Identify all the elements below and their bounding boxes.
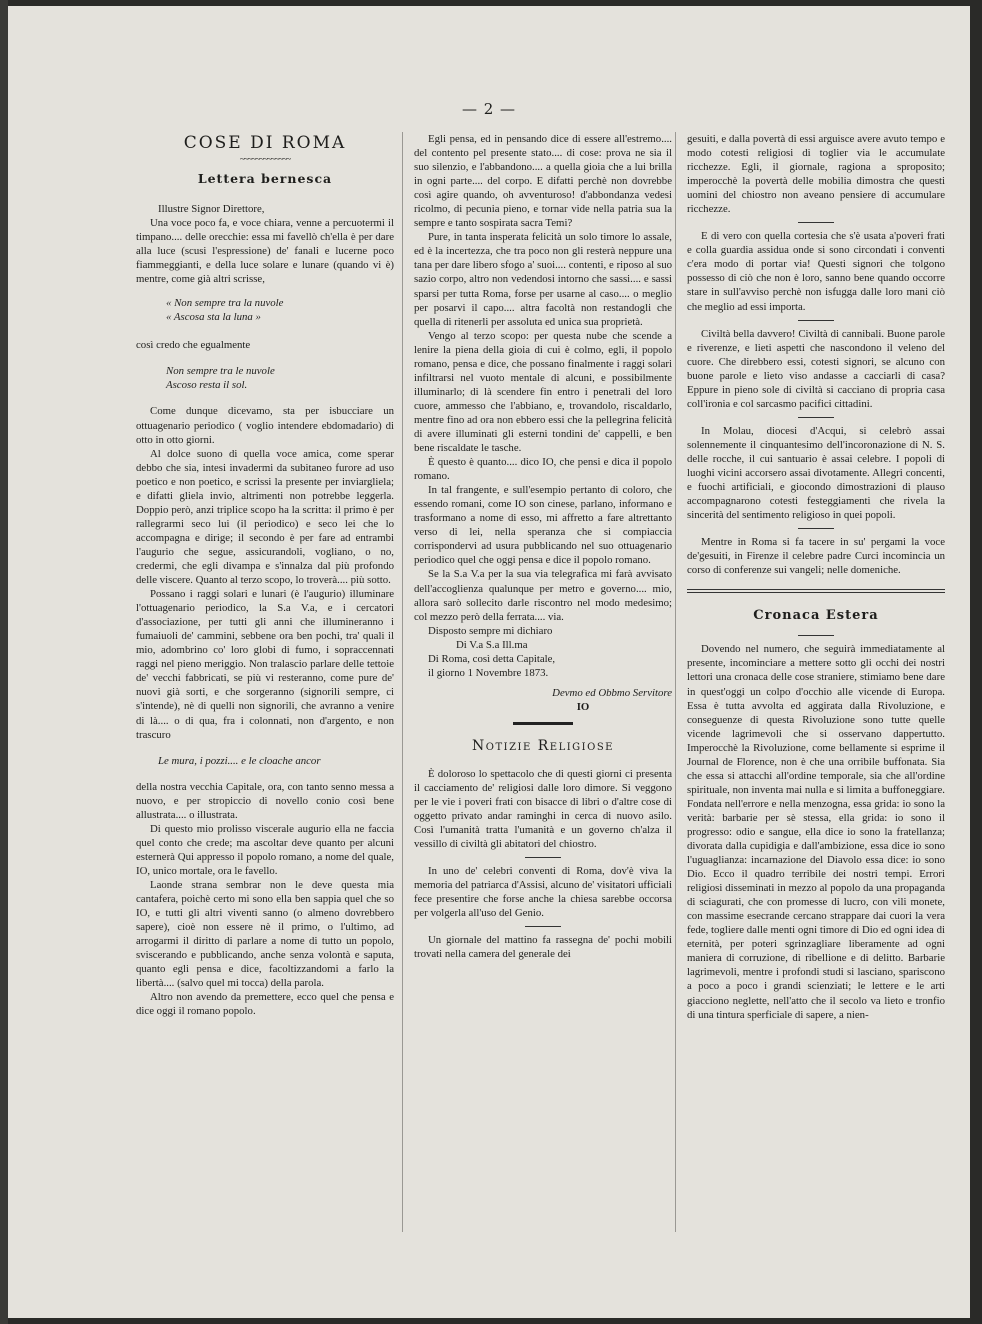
paragraph: In tal frangente, e sull'esempio pertanto di coloro, che essendo romani, come IO son cinese, parlano, informano e trasformano a nome di esso, mi affretto a fare altrettanto verso di lei, nella speranza che si compiaccia corrispondervi ad usura pubblicando nel suo ottuagenario periodico quel che oggi pensa e dice il popolo romano. — [414, 484, 672, 567]
separator — [525, 926, 561, 927]
verse-line: Non sempre tra le nuvole — [166, 365, 275, 378]
verse-line: « Ascosa sta la luna » — [166, 311, 261, 324]
separator — [798, 635, 834, 636]
paragraph: così credo che egualmente — [136, 339, 251, 352]
paragraph: Vengo al terzo scopo: per questa nube che scende a lenire la piena della gioia di cui è colmo, egli, il popolo romano, pensa e dice, che possano finalmente i raggi solari infiltrarsi nel vuoto mentale di alcuni, e possibilmente illuminarlo; di là scendere fin entro i penetrali del loro cuore, ammesso che l'abbiano, e, trovandolo, riscaldarlo, mentre fino ad ora non ebbero essi che la pellegrina felicità di avere illuminati gli esterni tondini de' cappelli, e ben bene riscaldate le tasche. — [414, 329, 672, 455]
separator — [798, 417, 834, 418]
separator — [798, 528, 834, 529]
paragraph: È questo è quanto.... dico IO, che pensi e dica il popolo romano. — [414, 456, 672, 483]
paragraph: E di vero con quella cortesia che s'è usata a'poveri frati e colla guardia assidua onde si sono circondati i conventi c'era modo di portar via! Questi signori che tolgono possesso di ciò che non è loro, sanno bene quando occorre stare in sull'avviso perchè non isfugga dalle loro mani ciò che meglio ad essi importa. — [687, 230, 945, 313]
section-title: COSE DI ROMA — [183, 133, 347, 153]
verse-quote — [136, 364, 394, 392]
section-title: Cronaca Estera — [753, 608, 879, 624]
column-rule — [402, 132, 403, 1232]
paragraph: Civiltà bella davvero! Civiltà di cannibali. Buone parole e riverenze, e lieti aspetti che nascondono il veleno del cuore. Che direbbero essi, cotesti signori, se alcuno con buone parole e lieto viso andasse a cacciarli di casa? Eppure in pieno sole di civiltà si cacciano di propria casa coll'ironia e col sarcasmo pacifici cittadini. — [687, 327, 945, 410]
paragraph: Se la S.a V.a per la sua via telegrafica mi farà avvisato dell'accoglienza qualunque per metro e governo.... mio, allora sarò sollecito darle riscontro nel modo medesimo; col mezzo però della ferrata.... via. — [414, 568, 672, 623]
verse-quote: Le mura, i pozzi.... e le cloache ancor — [158, 754, 321, 767]
column-1 — [136, 132, 394, 1018]
paragraph: Altro non avendo da premettere, ecco quel che pensa e dice oggi il romano popolo. — [136, 991, 394, 1018]
closing-line: Di V.a S.a Ill.ma — [456, 638, 528, 651]
paragraph: Di questo mio prolisso viscerale augurio ella ne faccia quel conto che crede; ma ascoltar deve quanto per alcuni esternerà Qui appresso il popolo romano, a nome del quale, IO, unico mortale, ora le favello. — [136, 822, 394, 877]
section-rule — [687, 589, 945, 593]
paragraph: È doloroso lo spettacolo che di questi giorni ci presenta il cacciamento de' religiosi dalle loro dimore. Si veggono per le vie i poveri frati con bisacce di libri o d'altre cose di oggetto privato andar raminghi in cerca di nuovo asilo. Così l'umanità tratta l'umanità e un governo ch'alza il vessillo di civiltà gli abitatori del chiostro. — [414, 767, 672, 851]
paragraph: Dovendo nel numero, che seguirà immediatamente al presente, incominciare a mettere sotto gli occhi dei nostri lettori una cronaca delle cose straniere, stimiamo bene dare in quest'oggi un colpo d'occhio alle vicende di Europa. Essa è tutta avvolta ed aggirata dalla Rivoluzione, e conseguenze di questa Rivoluzione sono tutte quelle vicende lagrimevoli che si osservano dappertutto. Imperocchè la Rivoluzione, come bellamente si esprime il Journal de Florence, non è che una orribile buffonata. Sia che essa si attacchi all'ordine temporale, sia che all'ordine spirituale, non inventa mai nulla e si limita a buffoneggiare. Fondata nell'errore e nella menzogna, essa grida: io sono la verità: barbarie per sè stessa, ella grida: io sono il progresso: odio e sangue, ella dice io sono la fratellanza; divorata dalla cupidigia e dall'ambizione, essa dice io sono l'uguaglianza: incarnazione del Diavolo essa dice: io sono Dio. Ecco il quadro terribile dei nostri tempi. Errori religiosi disseminati in mezzo al popolo da una propaganda di sciagurati, che con promesse di lucro, con vili monete, con massime esecrande cercano strappare dai cuori la vera fede, togliere dalle menti ogni timore di Dio ed ogni idea di eternità, per poteri sgrinzagliare liberamente ad ogni maniera di corruzione, di ribellione e di delitto. Barbarie lagrimevoli, mentre i profondi studi si lasciano, spariscono a poco a poco i grandi scienziati; le lettere e le arti giacciono neglette, nell'atto che il secolo va lieto e tronfio di una tintura sperficiale di sapere, a nien- — [687, 643, 945, 1021]
paragraph: In Molau, diocesi d'Acqui, si celebrò assai solennemente il cinquantesimo dell'incoronazione di N. S. delle rocche, il cui santuario è assai celebre. I popoli di luoghi vicini accorsero assai divotamente. Allegri concenti, e fuochi artificiali, e giocondo dimostrazioni di plauso accompagnarono cotesti festeggiamenti che rivela la sincerità del sentimento religioso in quei popoli. — [687, 424, 945, 522]
closing-line: Di Roma, così detta Capitale, — [428, 652, 556, 665]
closing-line: Disposto sempre mi dichiaro — [428, 624, 553, 637]
verse-quote — [136, 296, 394, 324]
newspaper-page — [8, 6, 970, 1318]
paragraph: In uno de' celebri conventi di Roma, dov'è viva la memoria del patriarca d'Assisi, alcuno de' visitatori ufficiali fece presentire che forse anche la chiesa sarebbe occorsa per volgerla all'uso del Genio. — [414, 865, 672, 920]
salutation: Illustre Signor Direttore, — [158, 203, 265, 216]
separator — [513, 722, 573, 725]
column-2 — [414, 132, 672, 962]
paragraph: Pure, in tanta insperata felicità un solo timore lo assale, ed è la incertezza, che tra poco non gli resterà neppure una tana per dare libero sfogo a' suoi.... contenti, e riposo al suo sazio corpo, altro non vedendosi intorno che sassi.... e sassi sparsi per tutta Roma, forse per usarne al caso.... o meglio per posarvi il capo.... altra facoltà non restandogli che quella di ritenerli per assoluta ed unica sua proprietà. — [414, 231, 672, 328]
column-rule — [675, 132, 676, 1232]
signature: Devmo ed Obbmo Servitore — [552, 686, 672, 699]
paragraph: Laonde strana sembrar non le deve questa mia cantafera, poichè certo mi sono ella ben sappia quel che so IO, e tutti gli altri viventi sanno (o almeno dovrebbero sapere), cioè non essere nè il primo, o l'ultimo, ad arrogarmi il diritto di parlare a nome di tutto un popolo, sviscerando e pubblicando, anche senza volontà e saputa, quanto egli pensa e dice, facoltizzandomi a farlo la libertà.... (salvo quel mi tocca) della parola. — [136, 878, 394, 990]
paragraph: Una voce poco fa, e voce chiara, venne a percuotermi il timpano.... delle orecchie: essa mi favellò ch'ella è per dare alla luce (scusi l'espressione) de' fanali e lucerne poco fiammeggianti, e della luce solare e lunare (quando vi è) mentre, come già altri scrisse, — [136, 217, 394, 286]
paragraph: Possano i raggi solari e lunari (è l'augurio) illuminare l'ottuagenario periodico, la S.a V.a, e i cercatori d'associazione, per tutti gli anni che illumineranno i fumaiuoli de' cammini, sebbene ora ben pochi, tra' quali il mio, adombrino co' loro globi di fumo, i sopraccennati raggi nel pieno meriggio. Non tralascio parlare delle tettoie de' vecchi fabbricati, se più vi resteranno, come pure de' nuovi già sorti, e che sorgeranno (signorili sempre, ci s'intende), nè di quelli non signorili, che avranno a venire di là.... o di qua, fra i colonnati, non d'argento, e non trascuro — [136, 588, 394, 741]
verse-line: « Non sempre tra la nuvole — [166, 297, 284, 310]
paragraph: Al dolce suono di quella voce amica, come sperar debbo che sia, intesi invadermi da subitaneo furore ad uso poetico e non poetico, e scrissi la presente per inviargliela; e difatti gliela invio, altrimenti non potrebbe leggerla. Doppio però, anzi triplice scopo ha la scritta: il primo è per rallegrarmi seco lui (il periodico) e seco lei che lo accompagna e dirige; il secondo è per fare ad entrambi l'augurio che segue, assicurandoli, vogliano, o no, credermi, che egli divampa e s'innalza dal più profondo delle viscere. Quanto al terzo scopo, lo troverà.... più sotto. — [136, 447, 394, 587]
ornament: ~~~~~~~~~~~~~ — [239, 154, 291, 165]
page-number: — 2 — — [461, 100, 517, 118]
paragraph: Egli pensa, ed in pensando dice di essere all'estremo.... del contento pel presente stato.... di cose: prova ne sia il suo silenzio, e l'abbandono.... a quella gioia che a lui brilla in ogni parte.... del corpo. E difatti perchè non dovrebbe così agire quando, oh avventuroso! d'abbondanza vedesi ricolmo, di pecunia pieno, e tornar vide nella patria sua la sempre e tanto sospirata sacra Temi? — [414, 133, 672, 230]
separator — [798, 320, 834, 321]
closing-line: il giorno 1 Novembre 1873. — [428, 666, 549, 679]
column-3 — [687, 132, 945, 1022]
section-title: Notizie Religiose — [472, 737, 614, 754]
scan-edge — [0, 0, 8, 1324]
paragraph: della nostra vecchia Capitale, ora, con tanto senno messa a nuovo, e per stropiccio di novello conio così bene allustrata.... o illustrata. — [136, 780, 394, 821]
paragraph: Mentre in Roma si fa tacere in su' pergami la voce de'gesuiti, in Firenze il celebre padre Curci incomincia un corso di conferenze sui vangeli; nelle domeniche. — [687, 536, 945, 577]
separator — [798, 222, 834, 223]
paragraph: gesuiti, e dalla povertà di essi arguisce avere avuto tempo e modo cotesti religiosi di toglier via le accumulate ricchezze. Egli, il giornale, ragiona a sproposito; imperocchè la povertà delle mobilia dimostra che questi uomini del chiostro non aveano pensiere di accumulare ricchezze. — [687, 133, 945, 216]
signature-name: IO — [576, 700, 590, 713]
paragraph: Come dunque dicevamo, sta per isbucciare un ottuagenario periodico ( voglio intendere ebdomadario) di otto in otto giorni. — [136, 405, 394, 446]
separator — [525, 857, 561, 858]
verse-line: Ascoso resta il sol. — [166, 379, 248, 392]
paragraph: Un giornale del mattino fa rassegna de' pochi mobili trovati nella camera del generale dei — [414, 934, 672, 961]
article-title: Lettera bernesca — [197, 171, 333, 187]
